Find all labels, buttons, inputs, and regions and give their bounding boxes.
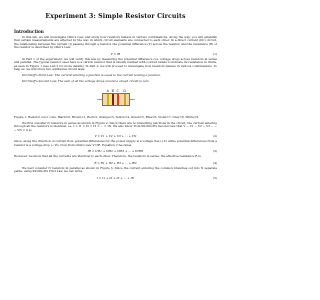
equation-text: IR = I1R1 + I2R2 + I3R3 + ... + INRN <box>87 149 144 154</box>
equation-1 <box>14 52 217 57</box>
resistor-illustration <box>97 87 135 112</box>
paragraph-kirchhoff-second-law: Kirchhoff's Second Law: The sum of all the voltage drops around a closed circuit is zero. <box>22 78 150 83</box>
paragraph-kirchhoff-point-law: Kirchhoff's Point Law: The current entering a junction is equal to the current leaving a junction. <box>22 72 161 77</box>
resistor-band-label: B <box>111 89 114 94</box>
resistor-body <box>102 89 130 106</box>
paragraph: In Part 1 of the experiment, we will verify this law by measuring the potential difference (i.e. voltage drop) across resistors in series and parallel. The typical resistor used here is a carbon resistor that is usually marked with colored bands to indicate its resistance in Ohms, as seen in Figure 1 (see Lab 2 for more details). In Part 2, we will proceed to investigate how resistors behave in various combinations. To help us, we introduce two additional circuit laws: <box>14 56 217 72</box>
equation-number: (3) <box>212 149 217 154</box>
resistor-band-label: D <box>123 89 126 94</box>
paragraph: We first consider N resistors in series as shown in Figure 2. Since there are no branching junctions in the circuit, the current entering through all the resistors is identical, i.e. I = I1 = I2 = I3 = ... = IN. We also know from Kirchhoff's Second Law that V − V1 − V2 − V3 − ... − VN = 0 so <box>14 120 217 132</box>
resistor-band-a <box>107 94 109 105</box>
equation-text: V = V1 + V2 + V3 + ... + VN <box>94 134 137 139</box>
equation-2 <box>14 134 217 139</box>
resistor-band-b <box>112 94 114 105</box>
page-title: Experiment 3: Simple Resistor Circuits <box>45 13 186 20</box>
paragraph: since, along the direction of current flow, potential differences for the power supply is a voltage rise (+V) while potential differences from a resistor is a voltage drop (−Vi). Now from Ohm's Law V=IR, Equation 2 becomes <box>14 139 217 147</box>
paragraph: In this lab, we will investigate Ohm's Law, and study how resistors behave in various combinations. Along the way, you will establish that certain measurements are affected by the way in which circuit elements are connected to each other. In a direct current (DC) circuit, the relationship between the current (I) passing through a resistor, the potential difference (V) across the resistor, and the resistance (R) of the resistor is described by Ohm's Law: <box>14 35 217 50</box>
resistor-band-c <box>117 94 119 105</box>
equation-number: (5) <box>212 176 217 181</box>
paragraph: We next consider N resistors in parallel as shown in Figure 3. Since the current entering the common branches out into N separate paths, using Kirchhoff's First Law we can write <box>14 165 217 174</box>
equation-4 <box>14 161 217 166</box>
section-heading-introduction: Introduction <box>14 29 44 34</box>
paragraph: However, we know that all the currents are identical to each other. Therefore, the resistors in series, the effective resistance R is <box>14 154 201 159</box>
equation-5 <box>14 176 217 181</box>
resistor-lead-right <box>130 99 135 100</box>
resistor-band-label: C <box>116 89 119 94</box>
equation-text: V = IR <box>110 52 121 56</box>
figure-resistor <box>14 87 217 112</box>
equation-number: (1) <box>212 52 217 56</box>
figure-caption: Figure 1: Resistor color code. Black=0, Brown=1, Red=2, Orange=3, Yellow=4, Green=5, Blue=6, Violet=7, Gray=8, White=9. <box>14 115 200 120</box>
equation-3 <box>14 149 217 154</box>
equation-number: (4) <box>212 160 217 165</box>
equation-text: R = R1 + R2 + R3 + ... + RN <box>94 160 137 165</box>
resistor-band-d <box>124 94 126 105</box>
resistor-band-label: A <box>106 89 109 94</box>
equation-number: (2) <box>212 134 217 139</box>
equation-text: I = I1 + I2 + I3 + ... + IN <box>96 176 135 181</box>
